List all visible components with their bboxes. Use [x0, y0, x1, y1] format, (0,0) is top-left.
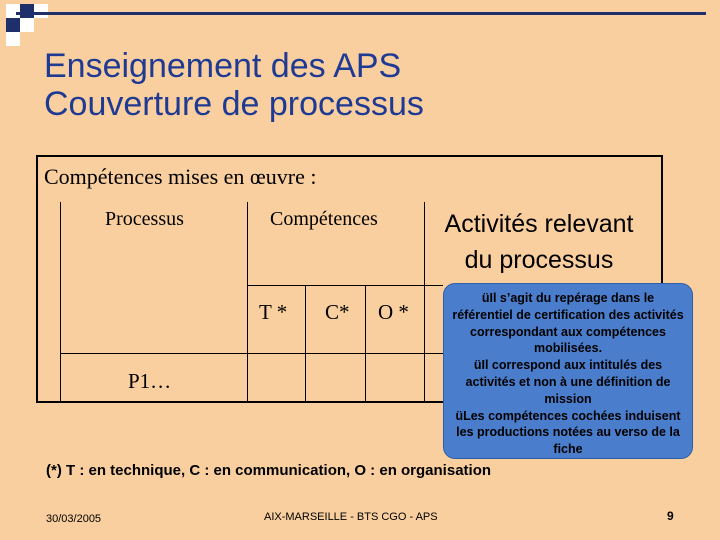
frame-label: Compétences mises en œuvre : [44, 164, 317, 189]
col-divider-2 [305, 286, 306, 403]
header-activites-line-2: du processus [464, 246, 614, 274]
header-activites [428, 206, 650, 278]
table-left-border [60, 202, 61, 403]
header-activites-line-1: Activités relevant [444, 210, 634, 238]
col-divider-1 [247, 202, 248, 403]
slide-title [44, 47, 684, 123]
row-divider-main [60, 353, 443, 354]
footer-center: AIX-MARSEILLE - BTS CGO - APS [264, 511, 438, 523]
header-processus: Processus [105, 208, 184, 230]
corner-square-6 [6, 32, 20, 46]
footer-date: 30/03/2005 [46, 513, 102, 525]
row-label-p1: P1… [128, 369, 172, 393]
note-item-3: üLes compétences cochées induisent les productions notées au verso de la fiche [455, 408, 681, 457]
title-rule [16, 12, 706, 15]
row-divider-sub [247, 285, 443, 286]
note-callout [443, 283, 693, 459]
corner-square-2 [20, 4, 34, 18]
col-divider-4 [424, 202, 425, 403]
header-competences: Compétences [270, 208, 378, 230]
corner-square-5 [20, 18, 34, 32]
subheader-communication: C* [325, 300, 350, 324]
subheader-organisation: O * [378, 300, 409, 324]
note-item-1: üIl s’agit du repérage dans le référentiel de certification des activités correspondant aux compétences mobilisées. [452, 291, 684, 356]
corner-square-1 [6, 4, 20, 18]
page-number: 9 [667, 509, 674, 523]
subheader-technique: T * [259, 300, 288, 324]
corner-square-4 [6, 18, 20, 32]
corner-square-3 [34, 4, 48, 18]
col-divider-3 [365, 286, 366, 403]
footnote: (*) T : en technique, C : en communication, O : en organisation [46, 462, 492, 479]
note-item-2: üIl correspond aux intitulés des activités et non à une définition de mission [465, 358, 671, 406]
title-line-1: Enseignement des APS [44, 47, 402, 85]
title-line-2: Couverture de processus [44, 85, 424, 123]
